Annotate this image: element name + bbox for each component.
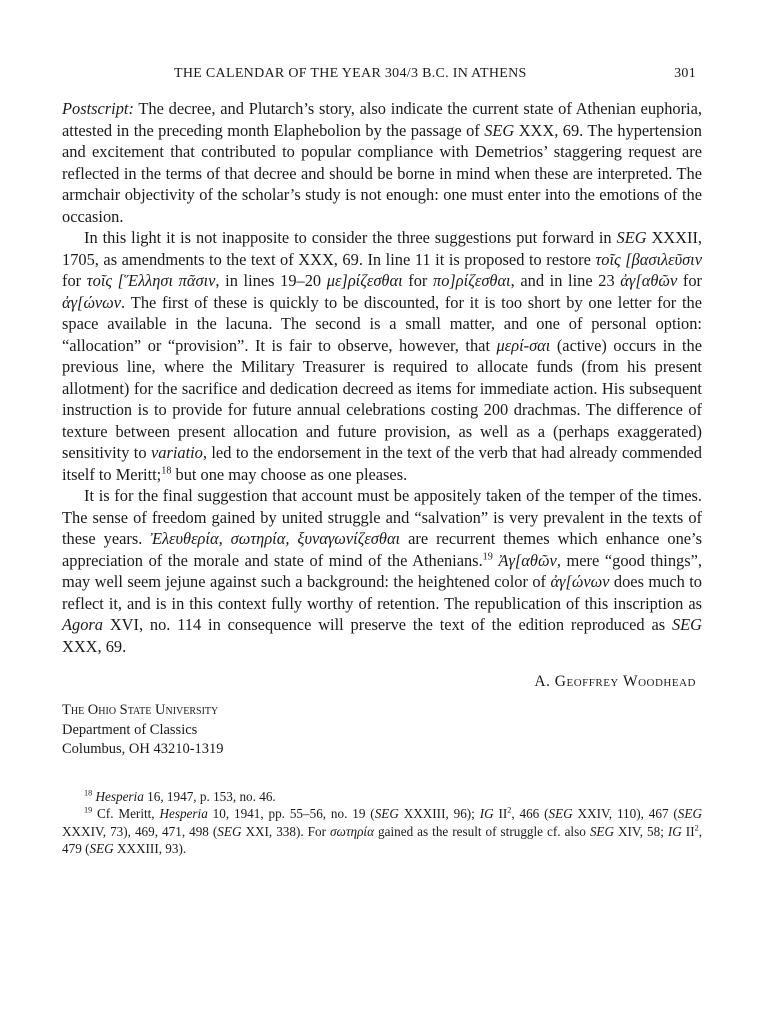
text-run: II — [681, 823, 695, 839]
text-run: In this light it is not inapposite to consider the three suggestions put forward in — [84, 228, 617, 247]
text-run: does much to reflect it, and is in this context fully worthy of retention. The republication of this inscription as — [62, 572, 702, 613]
italic-text: SEG — [217, 823, 242, 839]
text-run: for — [677, 271, 703, 290]
text-run: XXXII, 1705, as amendments to the text of XXX, 69. In line 11 it is proposed to restore — [62, 228, 702, 269]
text-run: but one may choose as one pleases. — [171, 464, 408, 484]
footnote-18 — [62, 788, 702, 806]
text-run: XXXIII, 93). — [113, 841, 187, 856]
superscript: 2 — [507, 805, 512, 815]
text-run: , in lines 19–20 — [215, 271, 327, 290]
text-run: . The first of these is quickly to be discounted, for it is too short by one letter for the space available in the lacuna. The second is a small matter, and one of personal option: “allocation” or “provision”. It is fair to observe, however, that — [62, 292, 702, 355]
text-run: II — [493, 806, 508, 821]
italic-text: SEG — [671, 615, 702, 634]
text-run: , mere “good things”, may well seem jejune against such a background: the heightened color of — [62, 550, 702, 591]
footnotes — [62, 788, 702, 858]
article-body — [62, 98, 702, 657]
footnote-19 — [62, 805, 702, 858]
body-paragraph — [62, 485, 702, 657]
italic-text: SEG — [484, 120, 515, 140]
italic-text: πο]ρίζεσθαι — [433, 271, 511, 290]
text-run: XVI, no. 114 in consequence will preserve the text of the edition reproduced as — [102, 615, 672, 634]
text-run: , 466 ( — [511, 806, 549, 821]
text-run: 10, 1941, pp. 55–56, no. 19 ( — [207, 806, 375, 821]
superscript: 18 — [161, 465, 172, 477]
text-run: XXIV, 110), 467 ( — [572, 806, 678, 821]
italic-text: Hesperia — [159, 806, 208, 821]
italic-text: Ἀγ[αθῶν — [498, 550, 557, 570]
running-title: THE CALENDAR OF THE YEAR 304/3 B.C. IN ATHENS — [174, 66, 527, 81]
department-name: Department of Classics — [62, 721, 198, 738]
text-run: It is for the final suggestion that account must be appositely taken of the temper of the times. The sense of freedom gained by united struggle and “salvation” is very prevalent in the texts of these years. — [62, 486, 702, 548]
running-head — [62, 60, 702, 84]
superscript: 18 — [84, 788, 93, 798]
body-paragraph — [62, 227, 702, 485]
text-run: for — [402, 271, 434, 290]
italic-text: Postscript: — [62, 99, 134, 118]
text-run: The decree, and Plutarch’s story, also indicate the current state of Athenian euphoria, attested in the preceding month Elaphebolion by the passage of — [62, 99, 702, 140]
postscript-paragraph — [62, 98, 702, 227]
text-run: , 479 ( — [62, 823, 702, 856]
text-run: Cf. Meritt, — [92, 806, 160, 821]
author-signature: A. Geoffrey Woodhead — [534, 673, 696, 690]
author-affiliation — [62, 701, 702, 760]
italic-text: SEG — [374, 806, 399, 821]
text-run: XIV, 58; — [614, 823, 668, 839]
superscript: 2 — [694, 823, 699, 833]
page-number: 301 — [674, 66, 696, 81]
italic-text: σωτηρία — [330, 823, 375, 839]
italic-text: Ἐλευθερία, σωτηρία, ξυναγωνίζεσθαι — [150, 529, 401, 548]
italic-text: SEG — [616, 228, 647, 247]
italic-text: SEG — [677, 806, 702, 821]
text-run: (active) occurs in the previous line, where the Military Treasurer is required to allocate funds (from his present allotment) for the sacrifice and dedication decreed as items for immediate action. His subsequent instruction is to provide for future annual celebrations costing 200 drachmas. The difference of texture between present allocation and future provision, as well as a (perhaps exaggerated) sensitivity to — [62, 335, 702, 462]
university-name: The Ohio State University — [62, 702, 219, 718]
text-run: XXI, 338). For — [241, 823, 331, 839]
italic-text: IG — [479, 806, 494, 821]
text-run: for — [62, 271, 87, 290]
superscript: 19 — [84, 805, 93, 815]
text-run: , and in line 23 — [510, 271, 621, 290]
italic-text: τοῖς [βασιλεῦσιν — [595, 249, 703, 269]
italic-text: SEG — [89, 841, 114, 856]
italic-text: μερί-σαι — [496, 335, 551, 355]
text-run: are recurrent themes which enhance one’s appreciation of the morale and state of mind of the Athenians. — [62, 529, 702, 570]
text-run: XXX, 69. The hypertension and excitement that contributed to popular compliance with Demetrios’ staggering request are reflected in the terms of that decree and should be borne in mind when these are interpreted. The armchair objectivity of the scholar’s study is not enough: one must enter into the emotions of the occasion. — [62, 120, 702, 226]
page — [62, 60, 702, 858]
italic-text: SEG — [589, 823, 614, 839]
text-run: XXXIV, 73), 469, 471, 498 ( — [62, 823, 218, 839]
italic-text: με]ρίζεσθαι — [326, 271, 403, 290]
text-run: XXXIII, 96); — [398, 806, 480, 821]
italic-text: Hesperia — [95, 788, 144, 804]
italic-text: SEG — [548, 806, 573, 821]
italic-text: IG — [667, 823, 682, 839]
text-run: 16, 1947, p. 153, no. 46. — [143, 788, 276, 804]
italic-text: Agora — [62, 615, 103, 634]
italic-text: τοῖς [Ἕλλησι πᾶσιν — [86, 271, 216, 290]
italic-text: ἀγ[ώνων — [550, 572, 610, 591]
italic-text: ἀγ[ώνων — [62, 292, 121, 312]
italic-text: variatio — [150, 443, 203, 462]
text-run: gained as the result of struggle cf. also — [374, 823, 590, 839]
italic-text: ἀγ[αθῶν — [620, 271, 678, 290]
text-run: XXX, 69. — [62, 636, 127, 656]
superscript: 19 — [482, 551, 493, 563]
text-run: , led to the endorsement in the text of the verb that had already commended itself to Meritt; — [62, 443, 702, 484]
postal-address: Columbus, OH 43210-1319 — [62, 741, 224, 757]
